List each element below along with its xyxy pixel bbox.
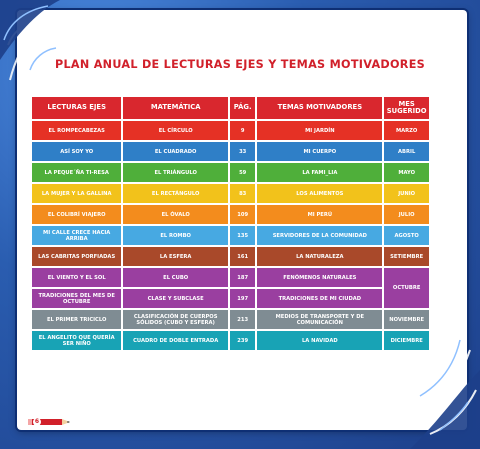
reading-plan-table xyxy=(30,95,431,352)
cell-pagina: 239 xyxy=(230,331,255,350)
cell-lectura: LA MUJER Y LA GALLINA xyxy=(32,184,121,203)
cell-matematica: EL ÓVALO xyxy=(123,205,228,224)
cell-mes: AGOSTO xyxy=(384,226,429,245)
cell-tema: SERVIDORES DE LA COMUNIDAD xyxy=(257,226,382,245)
cell-mes: MAYO xyxy=(384,163,429,182)
cell-lectura: ASÍ SOY YO xyxy=(32,142,121,161)
table-row xyxy=(32,184,429,203)
header-mes: MES SUGERIDO xyxy=(384,97,429,119)
cell-pagina: 9 xyxy=(230,121,255,140)
table-row xyxy=(32,142,429,161)
cell-matematica: EL CUBO xyxy=(123,268,228,287)
cell-tema: LA FAMI_LIA xyxy=(257,163,382,182)
cell-lectura: EL COLIBRÍ VIAJERO xyxy=(32,205,121,224)
cell-tema: FENÓMENOS NATURALES xyxy=(257,268,382,287)
page-title: PLAN ANUAL DE LECTURAS EJES Y TEMAS MOTIVADORES xyxy=(54,58,426,71)
cell-pagina: 213 xyxy=(230,310,255,329)
cell-pagina: 59 xyxy=(230,163,255,182)
header-matematica: MATEMÁTICA xyxy=(123,97,228,119)
cell-lectura: LA PEQUE´ÑA TI-RESA xyxy=(32,163,121,182)
cell-mes: MARZO xyxy=(384,121,429,140)
table-row xyxy=(32,226,429,245)
cell-pagina: 83 xyxy=(230,184,255,203)
cell-pagina: 135 xyxy=(230,226,255,245)
cell-matematica: EL CUADRADO xyxy=(123,142,228,161)
cell-mes: JULIO xyxy=(384,205,429,224)
cell-tema: MEDIOS DE TRANSPORTE Y DE COMUNICACIÓN xyxy=(257,310,382,329)
cell-matematica: EL TRIÁNGULO xyxy=(123,163,228,182)
table-row xyxy=(32,121,429,140)
table-header-row xyxy=(32,97,429,119)
cell-mes: NOVIEMBRE xyxy=(384,310,429,329)
cell-tema: LA NATURALEZA xyxy=(257,247,382,266)
cell-tema: LOS ALIMENTOS xyxy=(257,184,382,203)
cell-lectura: EL PRIMER TRICICLO xyxy=(32,310,121,329)
cell-mes: DICIEMBRE xyxy=(384,331,429,350)
table-row xyxy=(32,268,429,287)
cell-pagina: 109 xyxy=(230,205,255,224)
header-pagina: PÁG. xyxy=(230,97,255,119)
cell-mes: SETIEMBRE xyxy=(384,247,429,266)
cell-tema: LA NAVIDAD xyxy=(257,331,382,350)
cell-matematica: EL RECTÁNGULO xyxy=(123,184,228,203)
cell-matematica: CUADRO DE DOBLE ENTRADA xyxy=(123,331,228,350)
cell-tema: MI PERÚ xyxy=(257,205,382,224)
cell-lectura: LAS CABRITAS PORFIADAS xyxy=(32,247,121,266)
cell-matematica: LA ESFERA xyxy=(123,247,228,266)
cell-lectura: MI CALLE CRECE HACIA ARRIBA xyxy=(32,226,121,245)
cell-tema: MI CUERPO xyxy=(257,142,382,161)
cell-pagina: 33 xyxy=(230,142,255,161)
header-lecturas: LECTURAS EJES xyxy=(32,97,121,119)
cell-lectura: EL VIENTO Y EL SOL xyxy=(32,268,121,287)
swirl-ornament-top-left-icon xyxy=(0,0,120,90)
header-temas: TEMAS MOTIVADORES xyxy=(257,97,382,119)
cell-lectura: EL ROMPECABEZAS xyxy=(32,121,121,140)
table-row xyxy=(32,331,429,350)
table-row xyxy=(32,289,429,308)
cell-matematica: CLASE Y SUBCLASE xyxy=(123,289,228,308)
page-number: 6 xyxy=(34,418,40,425)
cell-tema: TRADICIONES DE MI CIUDAD xyxy=(257,289,382,308)
cell-lectura: EL ANGELITO QUE QUERÍA SER NIÑO xyxy=(32,331,121,350)
cell-lectura: TRADICIONES DEL MES DE OCTUBRE xyxy=(32,289,121,308)
table-row xyxy=(32,163,429,182)
cell-mes: OCTUBRE xyxy=(384,268,429,308)
cell-mes: ABRIL xyxy=(384,142,429,161)
cell-matematica: CLASIFICACIÓN DE CUERPOS SÓLIDOS (CUBO Y ESFERA) xyxy=(123,310,228,329)
cell-matematica: EL CÍRCULO xyxy=(123,121,228,140)
cell-pagina: 187 xyxy=(230,268,255,287)
table-row xyxy=(32,205,429,224)
cell-pagina: 161 xyxy=(230,247,255,266)
cell-pagina: 197 xyxy=(230,289,255,308)
cell-mes: JUNIO xyxy=(384,184,429,203)
cell-tema: MI JARDÍN xyxy=(257,121,382,140)
table-row xyxy=(32,310,429,329)
cell-matematica: EL ROMBO xyxy=(123,226,228,245)
table-row xyxy=(32,247,429,266)
